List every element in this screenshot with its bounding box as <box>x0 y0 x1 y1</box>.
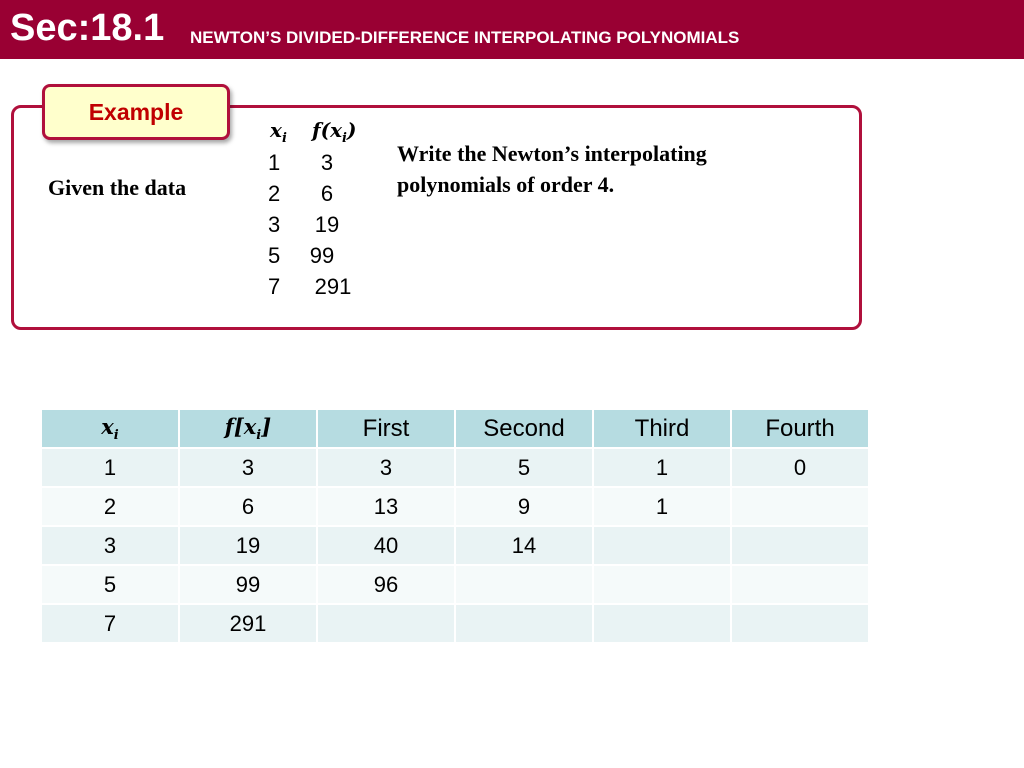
table-cell <box>732 488 868 525</box>
table-cell: 291 <box>180 605 316 642</box>
data-f-value: 99 <box>309 243 335 268</box>
table-cell <box>594 566 730 603</box>
divided-difference-table <box>40 408 870 644</box>
data-x-value: 3 <box>268 212 281 237</box>
table-cell: 99 <box>180 566 316 603</box>
data-header-x: $x_i$ <box>270 118 287 146</box>
table-cell: 3 <box>42 527 178 564</box>
table-cell: 14 <box>456 527 592 564</box>
header-third: Third <box>594 410 730 447</box>
table-cell: 7 <box>42 605 178 642</box>
table-cell: 5 <box>42 566 178 603</box>
table-cell <box>732 527 868 564</box>
header-xi: $x_i$ <box>42 410 178 447</box>
data-x-value: 5 <box>268 243 281 268</box>
data-header-f: $f(x_i)$ <box>312 118 357 146</box>
header-second: Second <box>456 410 592 447</box>
table-cell <box>732 605 868 642</box>
table-cell <box>456 566 592 603</box>
data-x-value: 1 <box>268 150 281 175</box>
table-cell: 40 <box>318 527 454 564</box>
table-cell: 96 <box>318 566 454 603</box>
table-cell <box>318 605 454 642</box>
task-instruction: Write the Newton’s interpolating polynomials of order 4. <box>397 141 707 197</box>
table-cell: 0 <box>732 449 868 486</box>
table-cell: 13 <box>318 488 454 525</box>
example-label: Example <box>42 84 230 140</box>
table-row <box>42 449 868 486</box>
data-f-value: 291 <box>314 274 352 299</box>
header-first: First <box>318 410 454 447</box>
table-cell: 1 <box>594 449 730 486</box>
table-cell: 2 <box>42 488 178 525</box>
table-cell: 3 <box>180 449 316 486</box>
table-row <box>42 605 868 642</box>
table-cell: 1 <box>42 449 178 486</box>
data-f-value: 19 <box>314 212 340 237</box>
data-f-value: 3 <box>320 150 334 175</box>
header-fxi: $f[x_i]$ <box>180 410 316 447</box>
table-row <box>42 566 868 603</box>
table-row <box>42 488 868 525</box>
section-number: Sec:18.1 <box>10 7 165 49</box>
table-header-row <box>42 410 868 447</box>
table-cell: 9 <box>456 488 592 525</box>
table-cell <box>456 605 592 642</box>
table-cell <box>594 527 730 564</box>
slide-title: NEWTON’S DIVIDED-DIFFERENCE INTERPOLATING POLYNOMIALS <box>190 28 740 47</box>
table-cell: 3 <box>318 449 454 486</box>
data-x-value: 7 <box>268 274 281 299</box>
header-fourth: Fourth <box>732 410 868 447</box>
given-data-text: Given the data <box>48 175 187 200</box>
table-cell: 1 <box>594 488 730 525</box>
table-row <box>42 527 868 564</box>
table-cell: 6 <box>180 488 316 525</box>
slide-header <box>0 0 1024 59</box>
data-f-value: 6 <box>320 181 334 206</box>
table-cell: 19 <box>180 527 316 564</box>
table-cell <box>594 605 730 642</box>
table-cell: 5 <box>456 449 592 486</box>
table-cell <box>732 566 868 603</box>
data-x-value: 2 <box>268 181 281 206</box>
